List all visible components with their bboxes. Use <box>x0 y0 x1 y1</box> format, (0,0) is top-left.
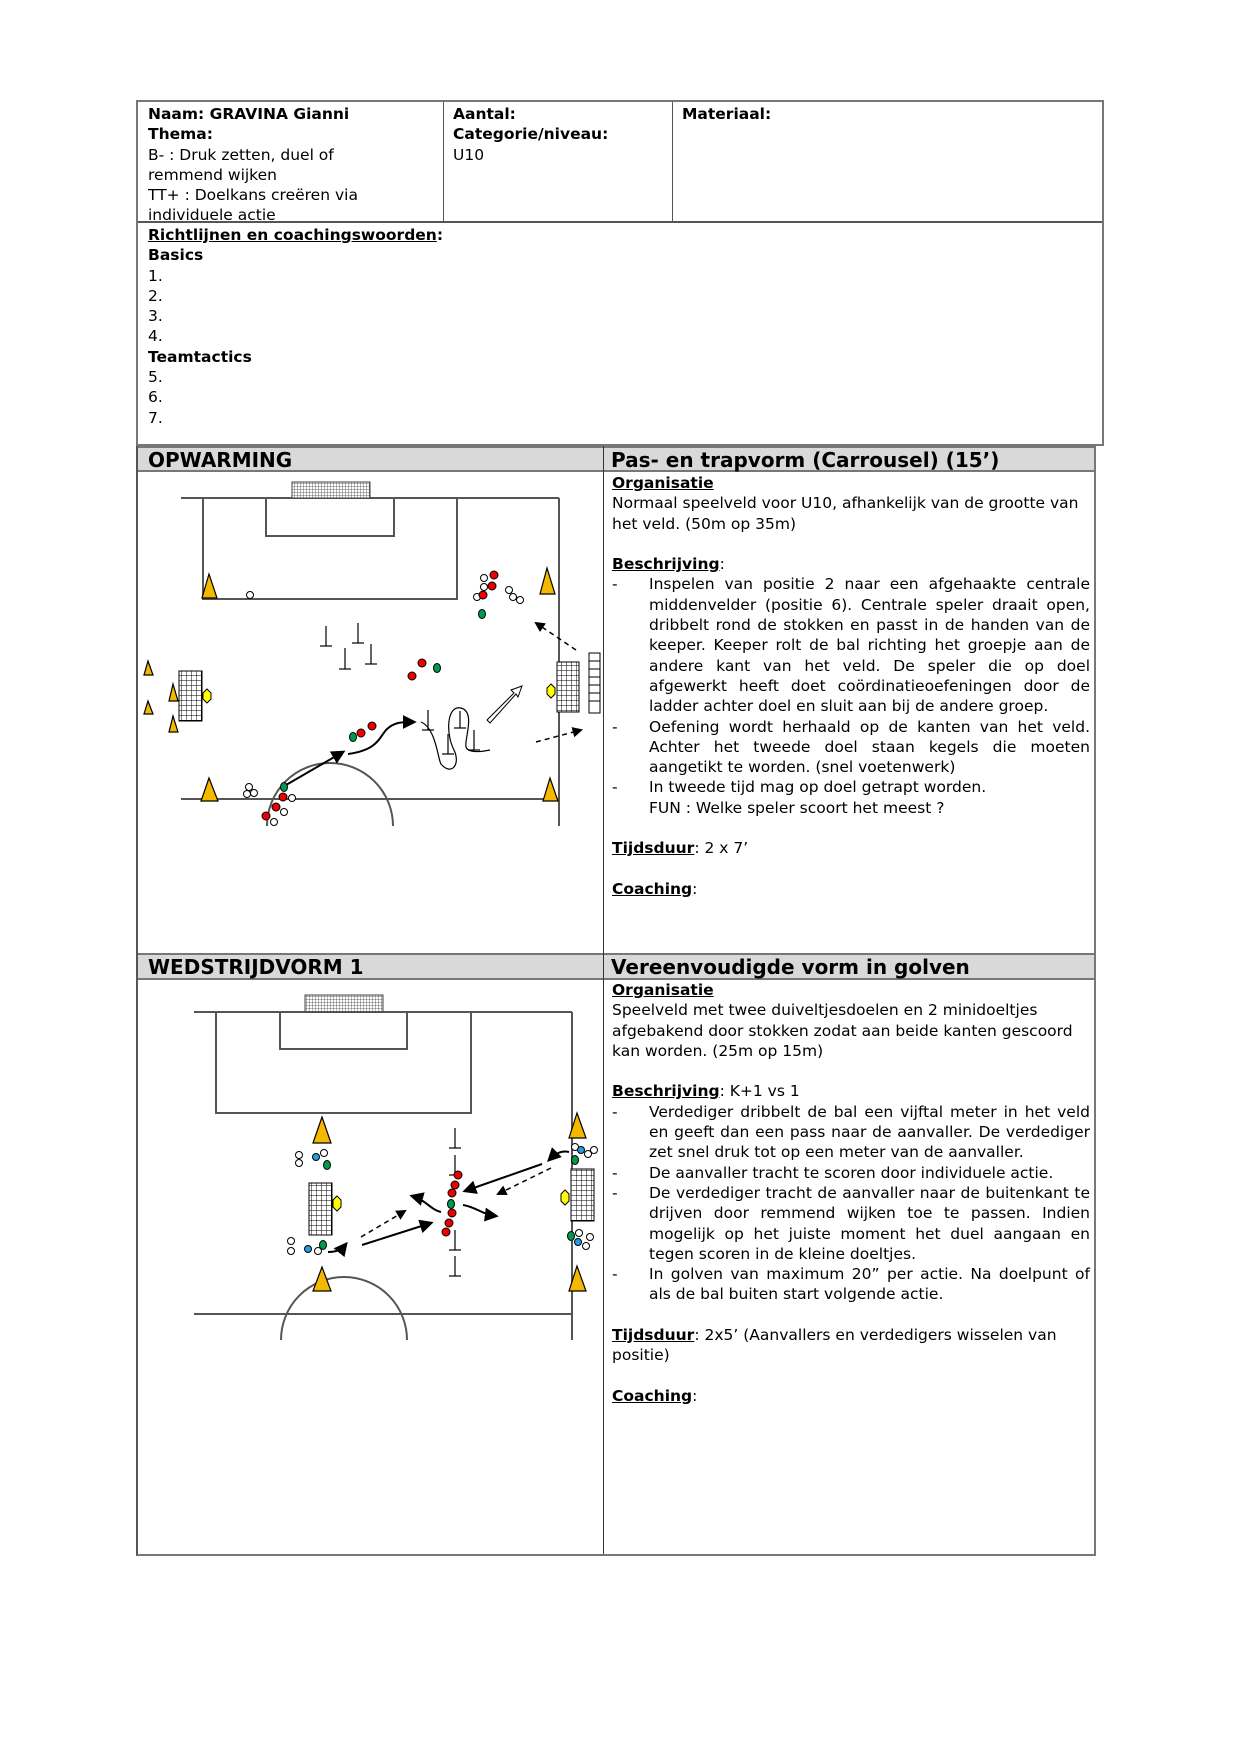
run-arrow <box>412 1196 441 1212</box>
thema-line: B- : Druk zetten, duel of <box>148 145 334 164</box>
aantal-cell <box>443 102 672 167</box>
coaching-suffix: : <box>692 879 698 898</box>
bullet-dash: - <box>612 778 618 797</box>
keeper-icon <box>333 1196 341 1211</box>
center-circle <box>281 1277 407 1340</box>
dribble-path <box>421 708 490 769</box>
mini-goal-icon <box>571 1169 594 1221</box>
bullet-dash: - <box>612 1163 618 1182</box>
bullet-text: De verdediger tracht de aanvaller naar de buitenkant te drijven door remmend wijken toe te passen. Indien mogelijk op het juiste moment het duel aangaan en tegen scoren in de kleine doeltjes. <box>649 1183 1090 1263</box>
basics-item: 2. <box>148 286 163 305</box>
keeper-icon <box>203 689 211 703</box>
drill-diagram-wedstrijdvorm <box>136 953 602 1554</box>
bullet-dash: - <box>612 1183 618 1202</box>
tijdsduur-value: : 2 x 7’ <box>694 839 749 858</box>
bullet-item <box>612 1163 1090 1183</box>
beschrijving-suffix: : K+1 vs 1 <box>719 1082 800 1101</box>
keeper-icon <box>547 684 555 698</box>
bullet-text: Oefening wordt herhaald op de kanten van het veld. Achter het tweede doel staan kegels die moeten aangetikt te worden. (snel voetenwerk) <box>649 717 1090 777</box>
bullet-text: Inspelen van positie 2 naar een afgehaakte centrale middenvelder (positie 6). Centrale speler draait open, dribbelt rond de stokken en passt in de handen van de keeper. Keeper rolt de bal richting het groepje aan de andere kant van het veld. De speler die op doel afgewerkt heeft doet coördinatieoefeningen door de ladder achter doel en sluit aan bij de andere groep. <box>649 575 1090 716</box>
bullet-item <box>612 1183 1090 1264</box>
bullet-dash: - <box>612 1265 618 1284</box>
description-wedstrijdvorm <box>612 980 1090 1406</box>
keeper-icon <box>561 1190 569 1205</box>
categorie-value: U10 <box>453 145 485 164</box>
teamtactics-item: 7. <box>148 408 163 427</box>
shot-arrow-icon <box>487 686 522 723</box>
tijdsduur-label: Tijdsduur <box>612 1326 695 1345</box>
dashed-arrow <box>498 1168 551 1194</box>
section-wedstrijdvorm <box>136 953 1096 1556</box>
tijdsduur-label: Tijdsduur <box>612 839 695 858</box>
bullet-item <box>612 717 1090 778</box>
run-arrow <box>463 1205 496 1216</box>
section-left-title: OPWARMING <box>148 448 293 472</box>
player-icons <box>244 571 524 826</box>
column-divider <box>603 446 604 954</box>
bullet-item <box>612 1102 1090 1163</box>
bullet-dash: - <box>612 1102 618 1121</box>
coaching-label: Coaching <box>612 1386 693 1405</box>
penalty-area <box>216 1012 471 1113</box>
column-divider <box>603 953 604 1554</box>
thema-line: remmend wijken <box>148 165 277 184</box>
categorie-label: Categorie/niveau: <box>453 125 609 144</box>
section-right-title: Vereenvoudigde vorm in golven <box>611 955 970 979</box>
coaching-suffix: : <box>692 1386 698 1405</box>
aantal-label: Aantal: <box>453 105 516 123</box>
header-table <box>136 100 1104 446</box>
teamtactics-label: Teamtactics <box>148 347 252 366</box>
section-opwarming <box>136 446 1096 954</box>
basics-item: 4. <box>148 327 163 346</box>
basics-item: 1. <box>148 266 163 285</box>
section-right-title: Pas- en trapvorm (Carrousel) (15’) <box>611 448 1000 472</box>
tijdsduur-value: : 2x5’ (Aanvallers en verdedigers wisselen van positie) <box>612 1326 1057 1365</box>
bullet-text: Verdediger dribbelt de bal een vijftal meter in het veld en geeft dan een pass naar de aanvaller. De verdediger zet snel druk tot op een meter van de aanvaller. <box>649 1102 1090 1162</box>
thema-line: individuele actie <box>148 206 276 225</box>
goal-net-icon <box>305 995 383 1012</box>
teamtactics-item: 6. <box>148 388 163 407</box>
bullet-text: In tweede tijd mag op doel getrapt worden. <box>649 778 987 797</box>
beschrijving-label: Beschrijving <box>612 1082 720 1101</box>
dribble-arrow <box>328 1244 346 1252</box>
organisatie-label: Organisatie <box>612 474 714 492</box>
coaching-label: Coaching <box>612 879 693 898</box>
goal-net-icon <box>292 482 370 498</box>
thema-line: TT+ : Doelkans creëren via <box>148 186 358 205</box>
goal-area <box>280 1012 407 1049</box>
pass-arrow <box>286 752 343 785</box>
dashed-arrow <box>536 623 576 650</box>
ladder-icon <box>589 653 600 713</box>
bullet-dash: - <box>612 575 618 594</box>
bullet-dash: - <box>612 717 618 736</box>
organisatie-label: Organisatie <box>612 981 714 999</box>
basics-item: 3. <box>148 307 163 326</box>
materiaal-cell <box>672 102 1102 126</box>
beschrijving-label: Beschrijving <box>612 555 720 574</box>
bullet-item <box>612 777 1090 797</box>
guidelines-title: Richtlijnen en coachingswoorden <box>148 226 437 244</box>
penalty-area <box>203 498 457 599</box>
bullet-item <box>612 1264 1090 1305</box>
bullet-text: De aanvaller tracht te scoren door individuele actie. <box>649 1163 1054 1182</box>
beschrijving-suffix: : <box>719 555 725 574</box>
thema-label: Thema: <box>148 125 213 144</box>
description-opwarming <box>612 473 1090 899</box>
naam-thema-cell <box>138 102 443 228</box>
mini-goal-icon <box>179 671 202 721</box>
mini-goal-icon <box>557 662 579 712</box>
mini-goal-icon <box>309 1183 332 1235</box>
guidelines-cell <box>138 223 1102 430</box>
naam-label: Naam: GRAVINA Gianni <box>148 105 350 123</box>
organisatie-text: Speelveld met twee duiveltjesdoelen en 2 minidoeltjes afgebakend door stokken zodat aan beide kanten gescoord kan worden. (25m op 15m) <box>612 1001 1073 1060</box>
basics-label: Basics <box>148 246 204 265</box>
teamtactics-item: 5. <box>148 368 163 387</box>
fun-line: FUN : Welke speler scoort het meest ? <box>649 798 945 817</box>
bullet-item <box>612 574 1090 716</box>
dribble-arrow <box>549 1152 569 1160</box>
run-arrow <box>348 722 414 754</box>
stick-icons <box>320 623 480 754</box>
pass-arrow <box>362 1223 431 1245</box>
guidelines-title-suffix: : <box>436 226 444 244</box>
goal-area <box>266 498 394 536</box>
section-left-title: WEDSTRIJDVORM 1 <box>148 955 364 979</box>
drill-diagram-opwarming <box>136 446 602 954</box>
materiaal-label: Materiaal: <box>682 105 772 123</box>
bullet-text: In golven van maximum 20” per actie. Na doelpunt of als de bal buiten start volgende actie. <box>649 1265 1090 1304</box>
organisatie-text: Normaal speelveld voor U10, afhankelijk van de grootte van het veld. (50m op 35m) <box>612 494 1079 533</box>
